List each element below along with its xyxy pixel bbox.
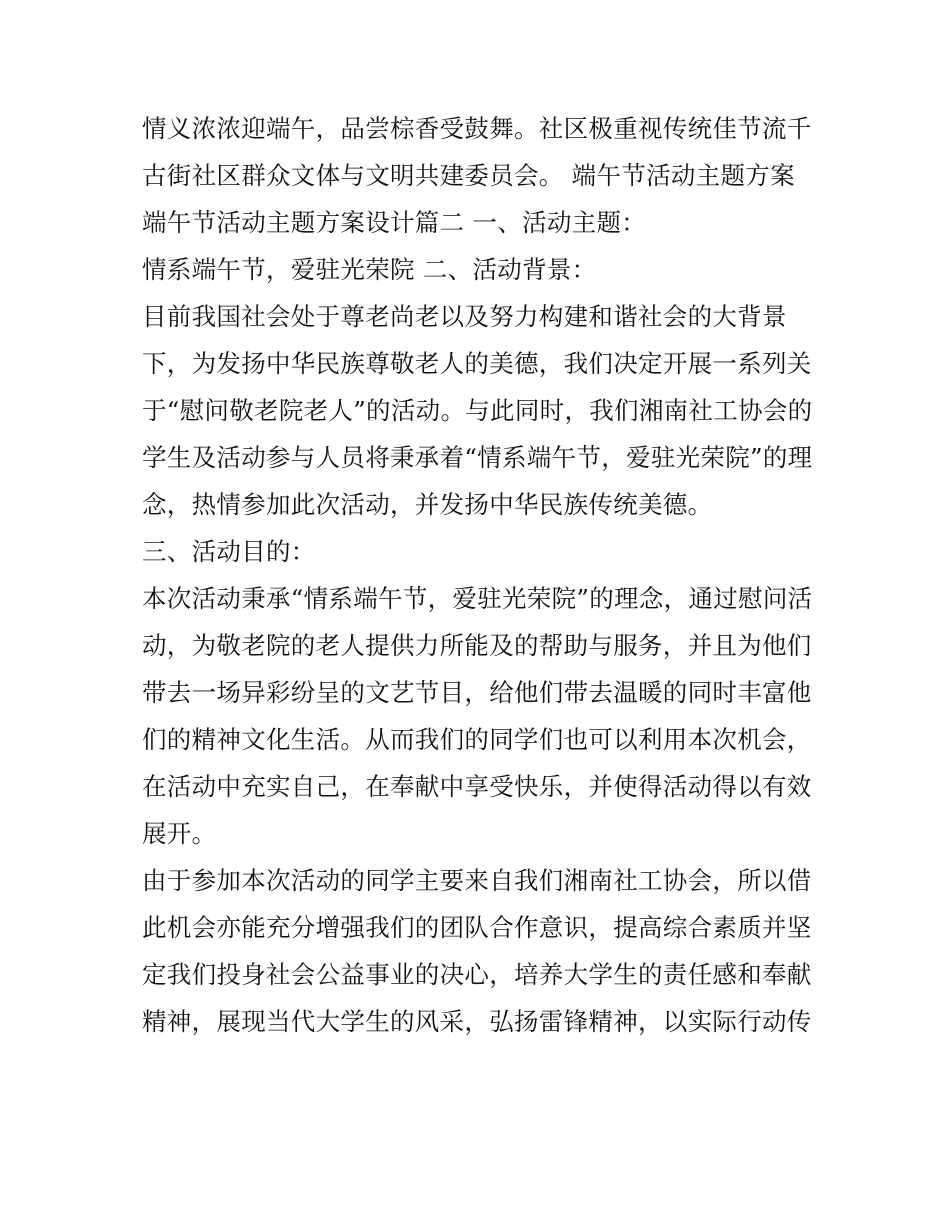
text-line: 定我们投身社会公益事业的决心，培养大学生的责任感和奉献 (142, 960, 812, 989)
text-line: 目前我国社会处于尊老尚老以及努力构建和谐社会的大背景 (142, 302, 787, 331)
text-line: 下，为发扬中华民族尊敬老人的美德，我们决定开展一系列关 (142, 349, 812, 378)
text-line: 动，为敬老院的老人提供力所能及的帮助与服务，并且为他们 (142, 631, 812, 660)
text-line: 精神，展现当代大学生的风采，弘扬雷锋精神，以实际行动传 (142, 1007, 812, 1036)
text-line: 情义浓浓迎端午，品尝棕香受鼓舞。社区极重视传统佳节流千 (142, 114, 812, 143)
document-body (142, 105, 822, 1045)
text-line: 由于参加本次活动的同学主要来自我们湘南社工协会，所以借 (142, 866, 812, 895)
text-line: 在活动中充实自己，在奉献中享受快乐，并使得活动得以有效 (142, 772, 812, 801)
text-line: 情系端午节，爱驻光荣院 二、活动背景： (142, 255, 597, 284)
text-line: 此机会亦能充分增强我们的团队合作意识，提高综合素质并坚 (142, 913, 812, 942)
text-line: 本次活动秉承“情系端午节，爱驻光荣院”的理念，通过慰问活 (142, 584, 813, 613)
text-line: 们的精神文化生活。从而我们的同学们也可以利用本次机会， (142, 725, 812, 754)
text-line: 念，热情参加此次活动，并发扬中华民族传统美德。 (142, 490, 713, 519)
section-heading: 三、活动目的： (142, 537, 316, 566)
text-line: 古街社区群众文体与文明共建委员会。 端午节活动主题方案 (142, 161, 795, 190)
text-line: 带去一场异彩纷呈的文艺节目，给他们带去温暖的同时丰富他 (142, 678, 812, 707)
text-line: 展开。 (142, 819, 217, 848)
text-line: 学生及活动参与人员将秉承着“情系端午节，爱驻光荣院”的理 (142, 443, 813, 472)
text-line: 于“慰问敬老院老人”的活动。与此同时，我们湘南社工协会的 (142, 396, 813, 425)
text-line: 端午节活动主题方案设计篇二 一、活动主题： (142, 208, 647, 237)
